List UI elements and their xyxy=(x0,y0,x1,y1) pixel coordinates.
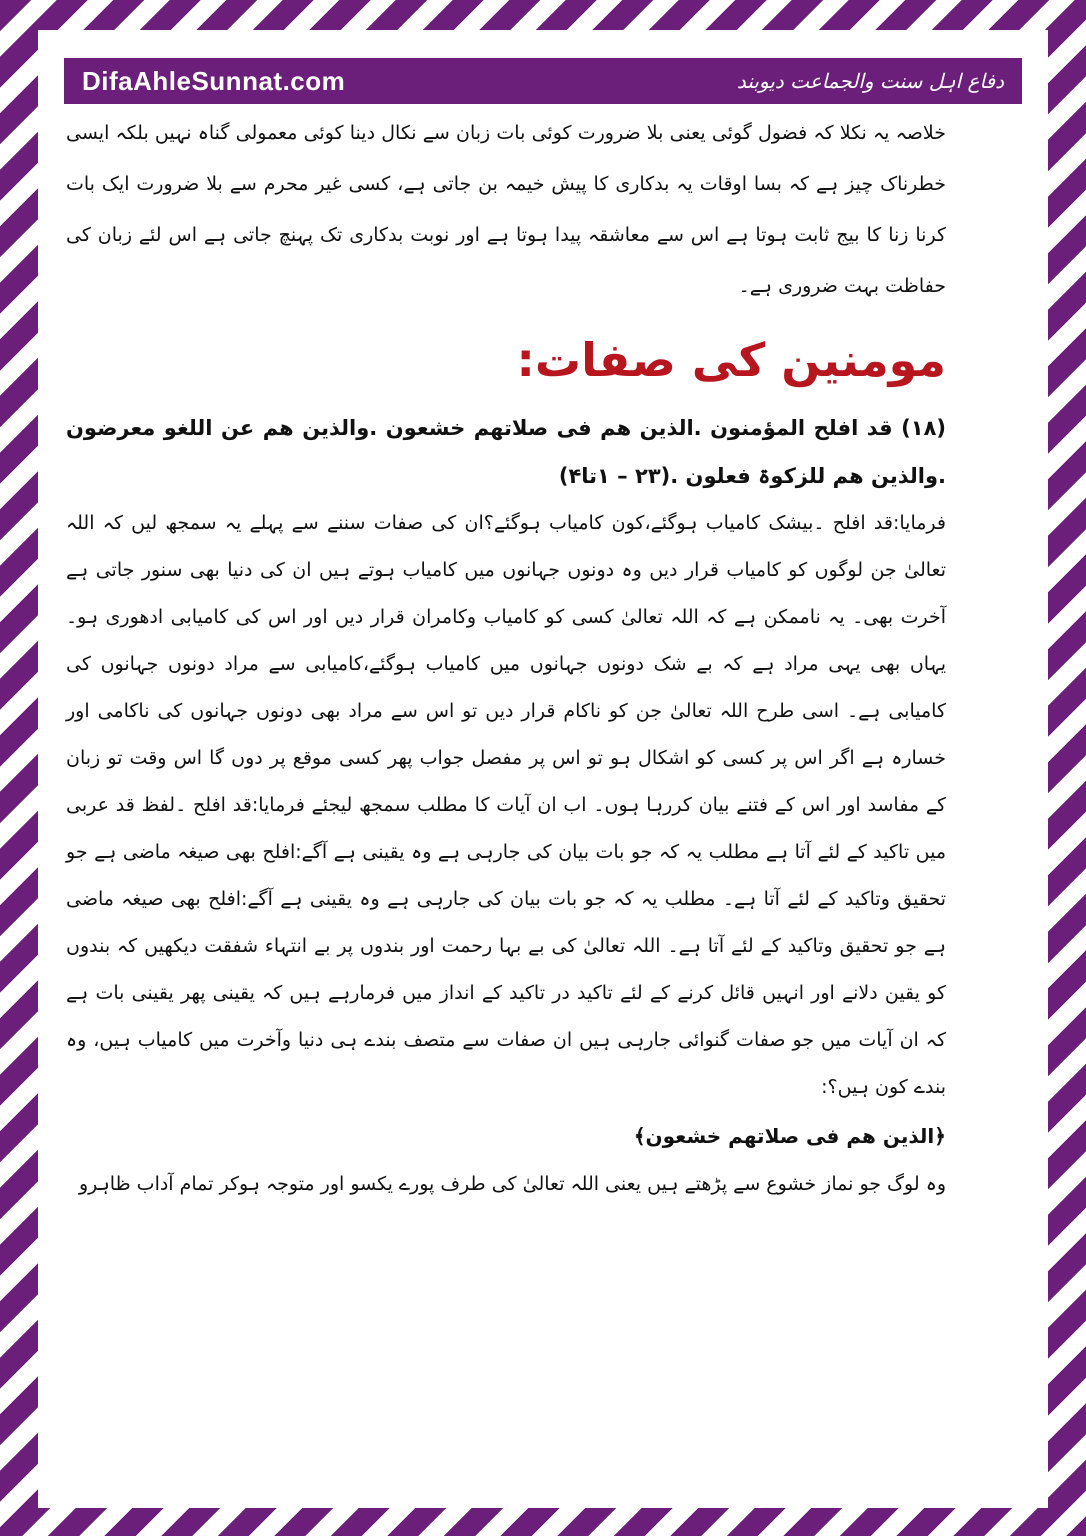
site-name[interactable]: DifaAhleSunnat.com xyxy=(82,65,346,96)
paragraph-continuation: وہ لوگ جو نماز خشوع سے پڑھتے ہیں یعنی اللہ تعالیٰ کی طرف پورے یکسو اور متوجہ ہوکر تمام آداب ظاہرو xyxy=(78,1173,946,1195)
arabic-verse-block: (۱۸) قد افلح المؤمنون .الذین ھم فی صلاتھم خشعون .والذین ھم عن اللغو معرضون .والذین ھم للزکوۃ فعلون .(۲۳ – ۱تا۴) xyxy=(66,416,946,488)
paragraph-summary: خلاصہ یہ نکلا کہ فضول گوئی یعنی بلا ضرورت کوئی بات زبان سے نکال دینا کوئی معمولی گناہ نہیں بلکہ ایسی خطرناک چیز ہے کہ بسا اوقات یہ بدکاری کا پیش خیمہ بن جاتی ہے، کسی غیر محرم سے بلا ضرورت ایک بات کرنا زنا کا بیج ثابت ہوتا ہے اس سے معاشقہ پیدا ہوتا ہے اور نوبت بدکاری تک پہنچ جاتی ہے اس لئے زبان کی حفاظت بہت ضروری ہے۔ xyxy=(66,122,946,297)
header-title: دفاع اہل سنت والجماعت دیوبند xyxy=(736,69,1004,93)
section-title: مومنین کی صفات: xyxy=(516,333,946,387)
article-body xyxy=(66,108,946,1208)
paragraph-explanation: فرمایا:قد افلح ۔بیشک کامیاب ہوگئے،کون کامیاب ہوگئے؟ان کی صفات سننے سے پہلے یہ سمجھ لیں کہ اللہ تعالیٰ جن لوگوں کو کامیاب قرار دیں وہ دونوں جہانوں میں کامیاب ہوتے ہیں ان کی دنیا بھی سنور جاتی ہے آخرت بھی۔ یہ ناممکن ہے کہ اللہ تعالیٰ کسی کو کامیاب وکامران قرار دیں اور اس کی کامیابی ادھوری ہو۔ یہاں بھی یہی مراد ہے کہ بے شک دونوں جہانوں میں کامیاب ہوگئے،کامیابی سے مراد دونوں جہانوں کی کامیابی ہے۔ اسی طرح اللہ تعالیٰ جن کو ناکام قرار دیں تو اس سے مراد بھی دونوں جہانوں کی ناکامی اور خسارہ ہے اگر اس پر کسی کو اشکال ہو تو اس پر مفصل جواب پھر کسی موقع پر دوں گا اس وقت تو زبان کے مفاسد اور اس کے فتنے بیان کررہا ہوں۔ اب ان آیات کا مطلب سمجھ لیجئے فرمایا:قد افلح ۔لفظ قد عربی میں تاکید کے لئے آتا ہے مطلب یہ کہ جو بات بیان کی جارہی ہے وہ یقینی ہے آگے:افلح بھی صیغہ ماضی ہے جو تحقیق وتاکید کے لئے آتا ہے۔ مطلب یہ کہ جو بات بیان کی جارہی ہے وہ یقینی ہے آگے:افلح بھی صیغہ ماضی ہے جو تحقیق وتاکید کے لئے آتا ہے۔ اللہ تعالیٰ کی بے بہا رحمت اور بندوں پر بے انتہاء شفقت دیکھیں کہ بندوں کو یقین دلانے اور انہیں قائل کرنے کے لئے تاکید در تاکید کے انداز میں فرمارہے ہیں کہ یقینی پھر یقینی بات ہے کہ ان آیات میں جو صفات گنوائی جارہی ہیں ان صفات سے متصف بندے ہی دنیا وآخرت میں کامیاب ہیں، وہ بندے کون ہیں؟: xyxy=(66,512,946,1098)
header-bar xyxy=(64,58,1022,104)
quoted-verse: ﴿الذین ھم فی صلاتھم خشعون﴾ xyxy=(633,1124,946,1148)
